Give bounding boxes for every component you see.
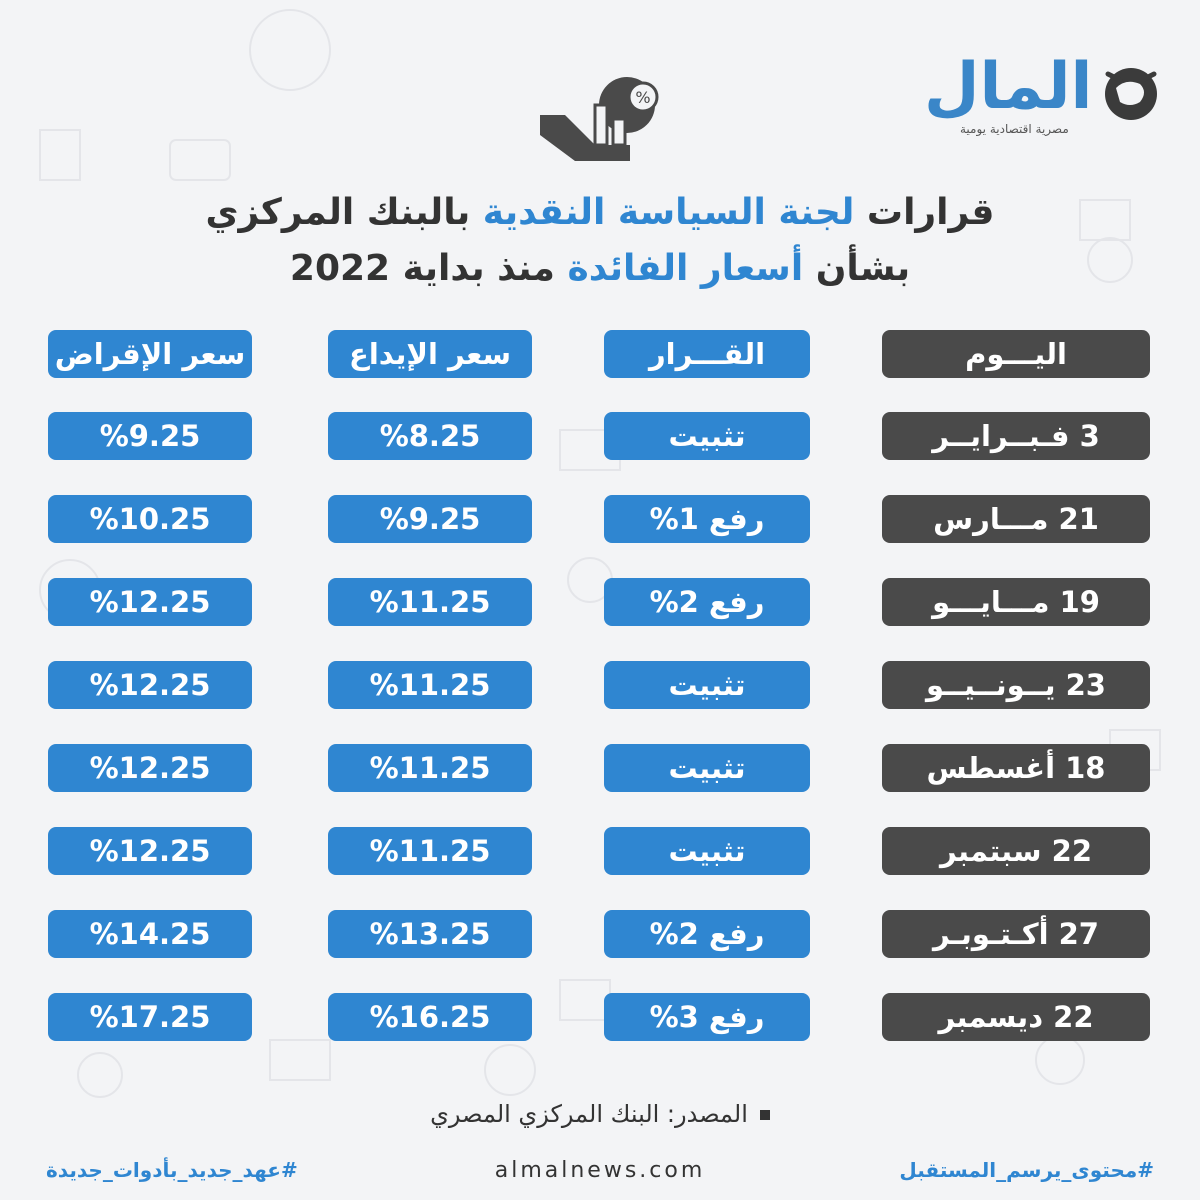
row-lending-rate: %14.25 xyxy=(48,910,252,958)
header-day: اليـــوم xyxy=(882,330,1150,378)
row-decision: تثبيت xyxy=(604,827,810,875)
row-day: 27 أكـتـوبـر xyxy=(882,910,1150,958)
row-day: 18 أغسطس xyxy=(882,744,1150,792)
row-lending-rate: %12.25 xyxy=(48,661,252,709)
row-day: 22 ديسمبر xyxy=(882,993,1150,1041)
row-deposit-rate: %11.25 xyxy=(328,578,532,626)
row-decision: رفع 1% xyxy=(604,495,810,543)
title-line-2-highlight: أسعار الفائدة xyxy=(567,248,804,289)
row-deposit-rate: %11.25 xyxy=(328,661,532,709)
row-decision: تثبيت xyxy=(604,661,810,709)
row-decision: رفع 2% xyxy=(604,578,810,626)
header-decision: القـــرار xyxy=(604,330,810,378)
title-line-2-suffix: منذ بداية 2022 xyxy=(289,248,568,289)
row-deposit-rate: %11.25 xyxy=(328,744,532,792)
row-deposit-rate: %16.25 xyxy=(328,993,532,1041)
row-lending-rate: %9.25 xyxy=(48,412,252,460)
row-lending-rate: %12.25 xyxy=(48,744,252,792)
row-day: 3 فـبــرايــر xyxy=(882,412,1150,460)
hashtag-left[interactable]: #عهد_جديد_بأدوات_جديدة xyxy=(46,1158,298,1182)
title-line-1-suffix: بالبنك المركزي xyxy=(205,192,483,233)
hand-chart-percent-icon xyxy=(535,75,665,170)
row-decision: تثبيت xyxy=(604,412,810,460)
row-lending-rate: %12.25 xyxy=(48,578,252,626)
header-deposit-rate: سعر الإيداع xyxy=(328,330,532,378)
title-line-2-prefix: بشأن xyxy=(803,248,911,289)
globe-bull-icon xyxy=(1096,54,1166,124)
logo-subtitle: مصرية اقتصادية يومية xyxy=(960,122,1069,136)
row-day: 19 مـــايـــو xyxy=(882,578,1150,626)
title-line-1-highlight: لجنة السياسة النقدية xyxy=(482,192,855,233)
row-decision: رفع 3% xyxy=(604,993,810,1041)
row-decision: رفع 2% xyxy=(604,910,810,958)
title-line-1-prefix: قرارات xyxy=(854,192,995,233)
row-deposit-rate: %8.25 xyxy=(328,412,532,460)
row-day: 21 مـــارس xyxy=(882,495,1150,543)
website-link[interactable]: almalnews.com xyxy=(494,1158,706,1183)
title-line-1 xyxy=(0,192,1200,233)
source-text: المصدر: البنك المركزي المصري xyxy=(430,1100,748,1128)
logo-text: المال xyxy=(924,50,1093,124)
row-day: 22 سبتمبر xyxy=(882,827,1150,875)
row-day: 23 يــونــيــو xyxy=(882,661,1150,709)
bullet-square-icon xyxy=(760,1110,770,1120)
row-deposit-rate: %11.25 xyxy=(328,827,532,875)
row-decision: تثبيت xyxy=(604,744,810,792)
svg-text:%: % xyxy=(635,88,651,107)
row-lending-rate: %10.25 xyxy=(48,495,252,543)
hashtag-right[interactable]: #محتوى_يرسم_المستقبل xyxy=(899,1158,1154,1182)
row-deposit-rate: %13.25 xyxy=(328,910,532,958)
source-note xyxy=(0,1100,1200,1128)
header-lending-rate: سعر الإقراض xyxy=(48,330,252,378)
row-lending-rate: %17.25 xyxy=(48,993,252,1041)
brand-logo xyxy=(920,40,1170,150)
row-lending-rate: %12.25 xyxy=(48,827,252,875)
title-line-2 xyxy=(0,248,1200,289)
row-deposit-rate: %9.25 xyxy=(328,495,532,543)
